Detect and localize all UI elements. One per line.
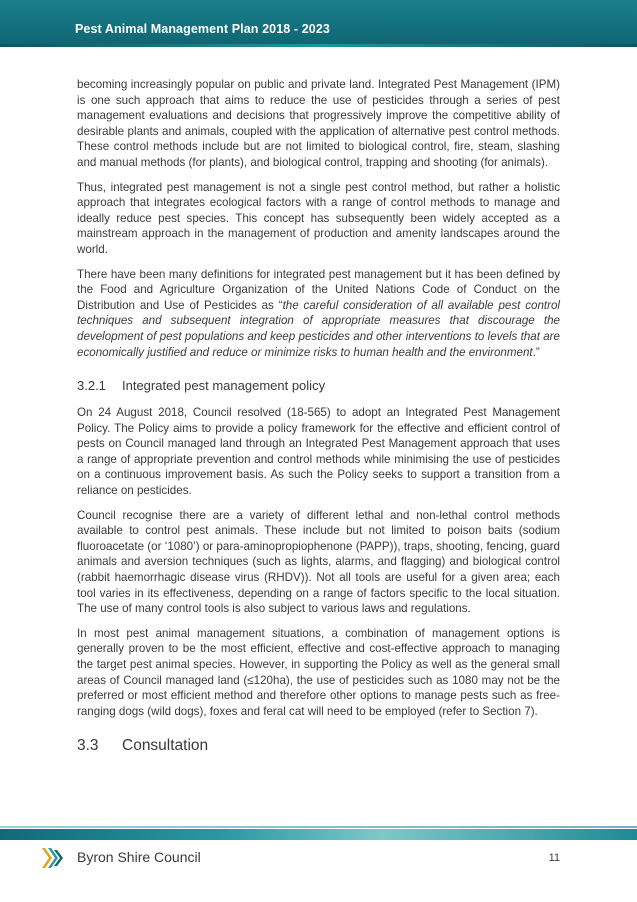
section-title: Consultation <box>122 737 209 755</box>
fao-quote: the careful consideration of all available pest control techniques and subsequent integration of appropriate measures that discourage the development of pest populations and keep pesticides and other interventions to levels that are economically justified and reduce or minimize risks to human health and the environment <box>77 298 560 359</box>
paragraph-holistic-approach: Thus, integrated pest management is not a single pest control method, but rather a holistic approach that integrates ecological factors with a range of control methods to manage and ideally reduce pest species. This concept has subsequently been widely accepted as a mainstream approach in the management of production and amenity landscapes around the world. <box>77 180 560 256</box>
paragraph-fao-definition <box>77 267 560 361</box>
paragraph-control-methods: Council recognise there are a variety of different lethal and non-lethal control methods available to control pest animals. These include but not limited to poison baits (sodium fluoroacetate (or ‘1080’) or para-aminopropiophenone (PAPP)), traps, shooting, fencing, guard animals and aversion techniques (such as lights, alarms, and flagging) and biological control (rabbit haemorrhagic disease virus (RHDV)). Not all tools are useful for a given area; each tool varies in its effectiveness, depending on a range of factors specific to the local situation. The use of many control tools is also subject to various laws and regulations. <box>77 508 560 616</box>
subsection-title: Integrated pest management policy <box>122 378 326 394</box>
organisation-name: Byron Shire Council <box>77 849 201 865</box>
paragraph-council-resolution: On 24 August 2018, Council resolved (18-565) to adopt an Integrated Pest Management Policy. The Policy aims to provide a policy framework for the effective and efficient control of pests on Council managed land through an Integrated Pest Management approach that uses a range of appropriate prevention and control methods while minimising the use of pesticides on a continuous improvement basis. As such the Policy seeks to support a transition from a reliance on pesticides. <box>77 406 560 498</box>
paragraph-management-options: In most pest animal management situations, a combination of management options is generally proven to be the most efficient, effective and cost-effective approach to managing the target pest animal species. However, in supporting the Policy as well as the general small areas of Council managed land (≤120ha), the use of pesticides such as 1080 may not be the preferred or most efficient method and therefore other options to manage pests such as free-ranging dogs (wild dogs), foxes and feral cat will need to be employed (refer to Section 7). <box>77 626 560 718</box>
page-content <box>77 77 560 755</box>
page-number: 11 <box>548 852 560 864</box>
header-band <box>0 0 637 47</box>
section-number: 3.3 <box>77 737 99 755</box>
byron-shire-logo-icon <box>40 846 70 870</box>
footer-band <box>0 829 637 840</box>
fao-intro-text: There have been many definitions for integrated pest management but it has been defined by the Food and Agriculture Organization of the United Nations Code of Conduct on the Distribution and Use of Pesticides as “ <box>77 267 560 312</box>
section-heading <box>77 737 560 755</box>
subsection-heading <box>77 378 560 393</box>
paragraph-ipm-intro: becoming increasingly popular on public and private land. Integrated Pest Management (IPM) is one such approach that aims to reduce the use of pesticides through a series of pest management evaluations and decisions that progressively improve the competitive ability of desirable plants and animals, coupled with the application of alternative pest control methods. These control methods include but are not limited to biological control, fire, steam, slashing and manual methods (for plants), and biological control, trapping and shooting (for animals). <box>77 78 560 169</box>
document-title: Pest Animal Management Plan 2018 - 2023 <box>75 22 330 36</box>
fao-quote-end: .” <box>532 345 540 359</box>
subsection-number: 3.2.1 <box>77 378 106 394</box>
